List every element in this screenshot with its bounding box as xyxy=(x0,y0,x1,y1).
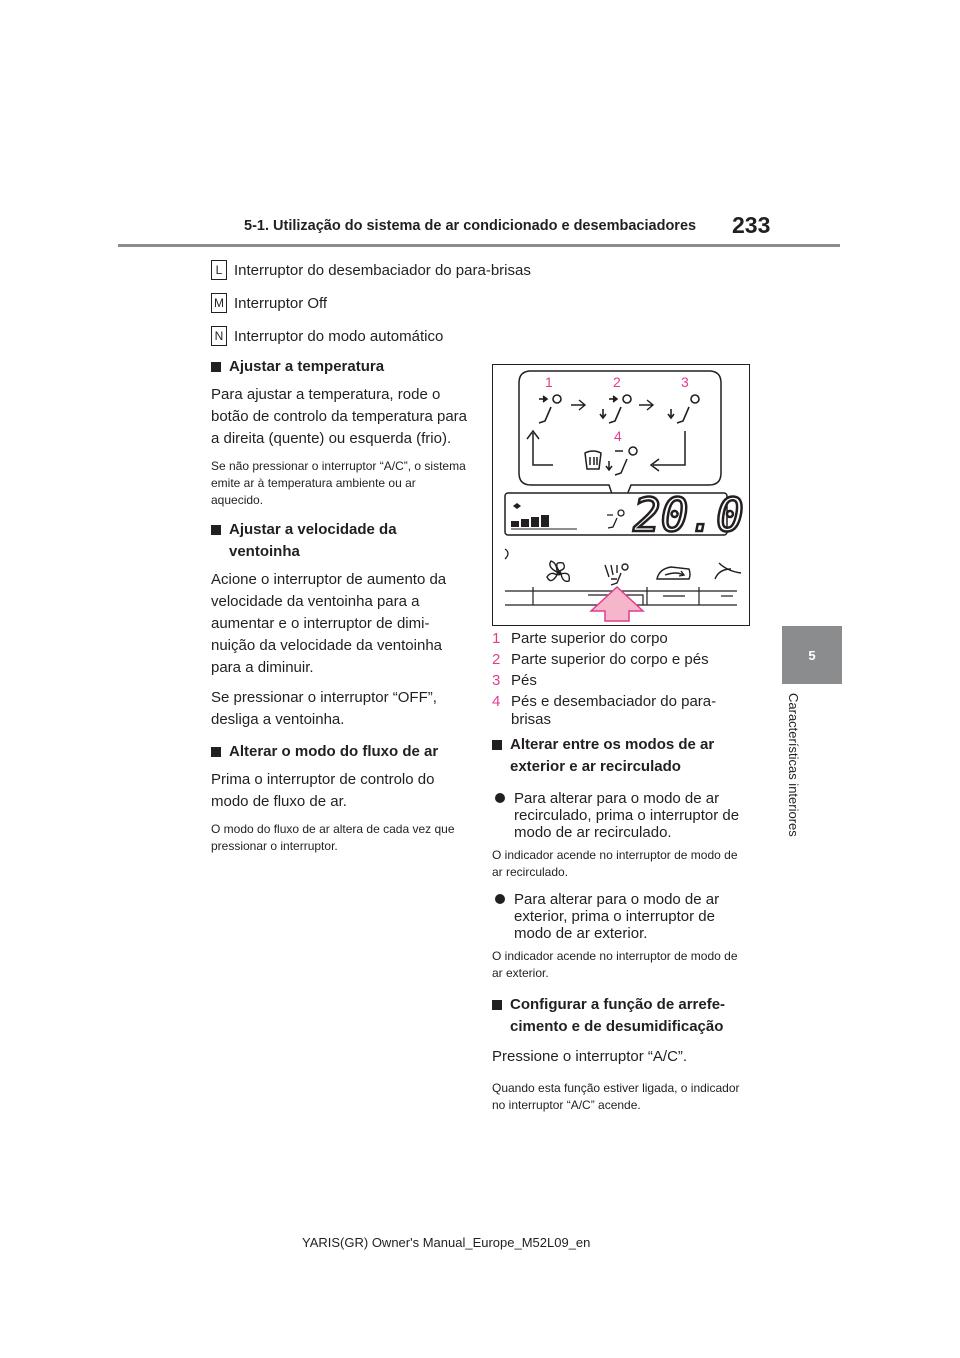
key-item-n xyxy=(211,326,443,346)
paragraph: Acione o interruptor de aumento da velocidade da ventoinha para a aumentar e o interruptor de diminuição da velocidade da ventoinha para a diminuir. xyxy=(211,571,447,676)
mode-label-1: 1 xyxy=(545,374,553,390)
pointer-arrow-icon xyxy=(591,587,643,621)
square-bullet-icon xyxy=(211,525,221,535)
key-letter: L xyxy=(211,260,227,280)
footer-text: YARIS(GR) Owner's Manual_Europe_M52L09_en xyxy=(302,1235,591,1250)
section-heading: Ajustar a temperatura xyxy=(211,356,467,378)
list-item: 2 Parte superior do corpo e pés xyxy=(492,651,709,668)
section-heading: Ajustar a velocidade da ventoinha xyxy=(211,519,467,563)
paragraph: Prima o interruptor de controlo do modo de fluxo de ar. xyxy=(211,771,435,810)
note: Se não pressionar o interruptor “A/C”, o sistema emite ar à temperatura ambiente ou ar aquecido. xyxy=(211,459,466,507)
chapter-tab[interactable] xyxy=(782,626,842,684)
note: O indicador acende no interruptor de modo de ar exterior. xyxy=(492,949,738,980)
key-letter: M xyxy=(211,293,227,313)
bullet-dot-icon xyxy=(495,894,505,904)
airflow-diagram-svg xyxy=(493,365,749,625)
airflow-mode-button-icon[interactable] xyxy=(605,564,628,585)
bullet-item: Para alterar para o modo de ar exterior, prima o interruptor de modo de ar exterior. xyxy=(492,891,748,942)
note: Quando esta função estiver ligada, o indicador no interruptor “A/C” acende. xyxy=(492,1081,740,1112)
note: O indicador acende no interruptor de modo de ar recirculado. xyxy=(492,848,738,879)
list-item: 4 Pés e desembaciador do para-brisas xyxy=(492,693,717,728)
header-divider xyxy=(118,244,840,247)
note: O modo do fluxo de ar altera de cada vez que pressionar o interruptor. xyxy=(211,822,455,853)
temperature-readout: 20.0 xyxy=(633,488,744,542)
section-title: 5-1. Utilização do sistema de ar condicionado e desembaciadores xyxy=(244,218,697,234)
key-item-l xyxy=(211,260,531,280)
mode-label-4: 4 xyxy=(614,428,622,444)
fan-speed-button-icon[interactable] xyxy=(547,561,569,581)
key-text: Interruptor do desembaciador do para-brisas xyxy=(234,261,531,279)
square-bullet-icon xyxy=(492,740,502,750)
paragraph: Se pressionar o interruptor “OFF”, desliga a ventoinha. xyxy=(211,689,437,728)
key-text: Interruptor Off xyxy=(234,294,328,312)
key-text: Interruptor do modo automático xyxy=(234,327,444,345)
page-number: 233 xyxy=(732,212,771,238)
square-bullet-icon xyxy=(492,1000,502,1010)
airflow-diagram xyxy=(492,364,750,626)
chapter-number: 5 xyxy=(808,647,816,663)
left-column xyxy=(211,356,467,855)
right-column xyxy=(492,734,748,1114)
square-bullet-icon xyxy=(211,747,221,757)
key-item-m xyxy=(211,293,327,313)
bullet-dot-icon xyxy=(495,793,505,803)
square-bullet-icon xyxy=(211,362,221,372)
mode-list xyxy=(492,628,748,729)
paragraph: Para ajustar a temperatura, rode o botão de controlo da temperatura para a direita (quente) ou esquerda (frio). xyxy=(211,386,468,447)
recirculation-button-icon[interactable] xyxy=(657,567,690,579)
list-item: 1 Parte superior do corpo xyxy=(492,630,668,647)
section-heading: Configurar a função de arrefecimento e de desumidificação xyxy=(492,994,748,1038)
mode-label-2: 2 xyxy=(613,374,621,390)
section-heading: Alterar entre os modos de ar exterior e ar recirculado xyxy=(492,734,748,778)
bullet-item: Para alterar para o modo de ar recirculado, prima o interruptor de modo de ar recirculado. xyxy=(492,790,748,841)
partial-button-icon xyxy=(505,549,508,559)
chapter-side-label: Características interiores xyxy=(786,693,801,837)
section-heading: Alterar o modo do fluxo de ar xyxy=(211,741,467,763)
outside-air-button-icon[interactable] xyxy=(715,563,741,579)
mode-label-3: 3 xyxy=(681,374,689,390)
list-item: 3 Pés xyxy=(492,672,537,689)
key-letter: N xyxy=(211,326,227,346)
paragraph: Pressione o interruptor “A/C”. xyxy=(492,1048,688,1065)
